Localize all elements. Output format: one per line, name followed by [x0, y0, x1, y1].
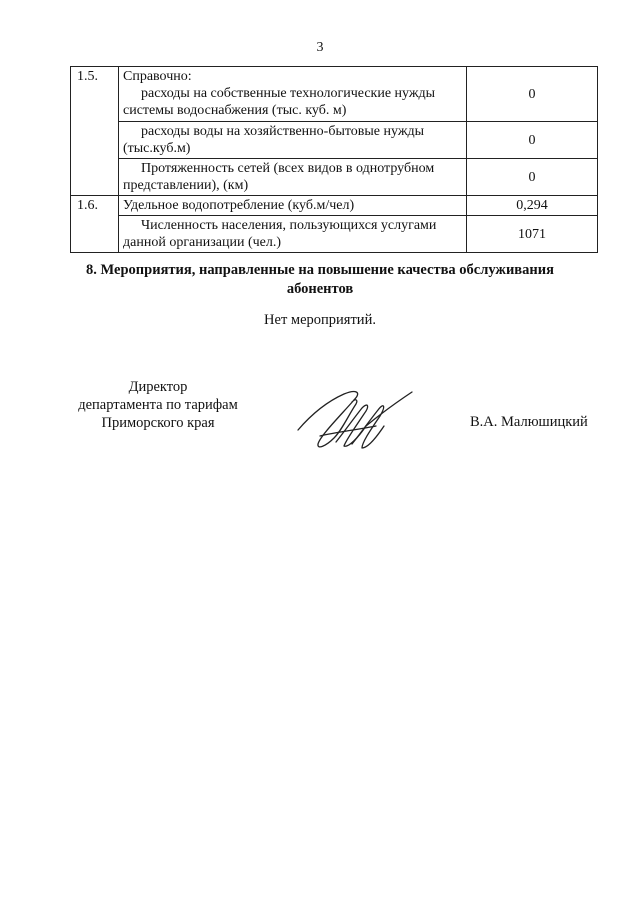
row-description	[119, 196, 467, 216]
indicators-table	[70, 66, 598, 253]
row-value: 0	[467, 159, 598, 196]
signatory-name: В.А. Малюшицкий	[470, 414, 588, 430]
page-number: 3	[316, 40, 324, 55]
row-label: Численность населения, пользующихся услугами данной организации (чел.)	[123, 218, 437, 250]
table-row	[71, 196, 598, 216]
role-line: Директор	[128, 379, 188, 395]
row-label: расходы на собственные технологические нужды системы водоснабжения (тыс. куб. м)	[123, 86, 436, 118]
row-label: Протяженность сетей (всех видов в однотрубном представлении), (км)	[123, 161, 435, 193]
reference-label: Справочно:	[123, 69, 192, 84]
row-description	[119, 216, 467, 253]
role-line: департамента по тарифам	[78, 397, 238, 413]
row-label: расходы воды на хозяйственно-бытовые нужды (тыс.куб.м)	[123, 124, 425, 156]
table-row	[71, 67, 598, 122]
row-value: 0	[467, 67, 598, 122]
row-value: 0	[467, 122, 598, 159]
row-value: 1071	[467, 216, 598, 253]
signatory-role	[58, 378, 258, 432]
row-number-1-5: 1.5.	[71, 67, 119, 122]
table-row	[71, 216, 598, 253]
table-row	[71, 122, 598, 159]
row-description	[119, 122, 467, 159]
section-title: 8. Мероприятия, направленные на повышение качества обслуживания абонентов	[86, 262, 554, 297]
row-number-1-6: 1.6.	[71, 196, 119, 216]
role-line: Приморского края	[101, 415, 215, 431]
row-description	[119, 159, 467, 196]
section-text: Нет мероприятий.	[264, 312, 376, 328]
row-value: 0,294	[467, 196, 598, 216]
handwritten-signature	[296, 386, 416, 452]
table-row	[71, 159, 598, 196]
row-description	[119, 67, 467, 122]
row-label: Удельное водопотребление (куб.м/чел)	[123, 198, 355, 213]
